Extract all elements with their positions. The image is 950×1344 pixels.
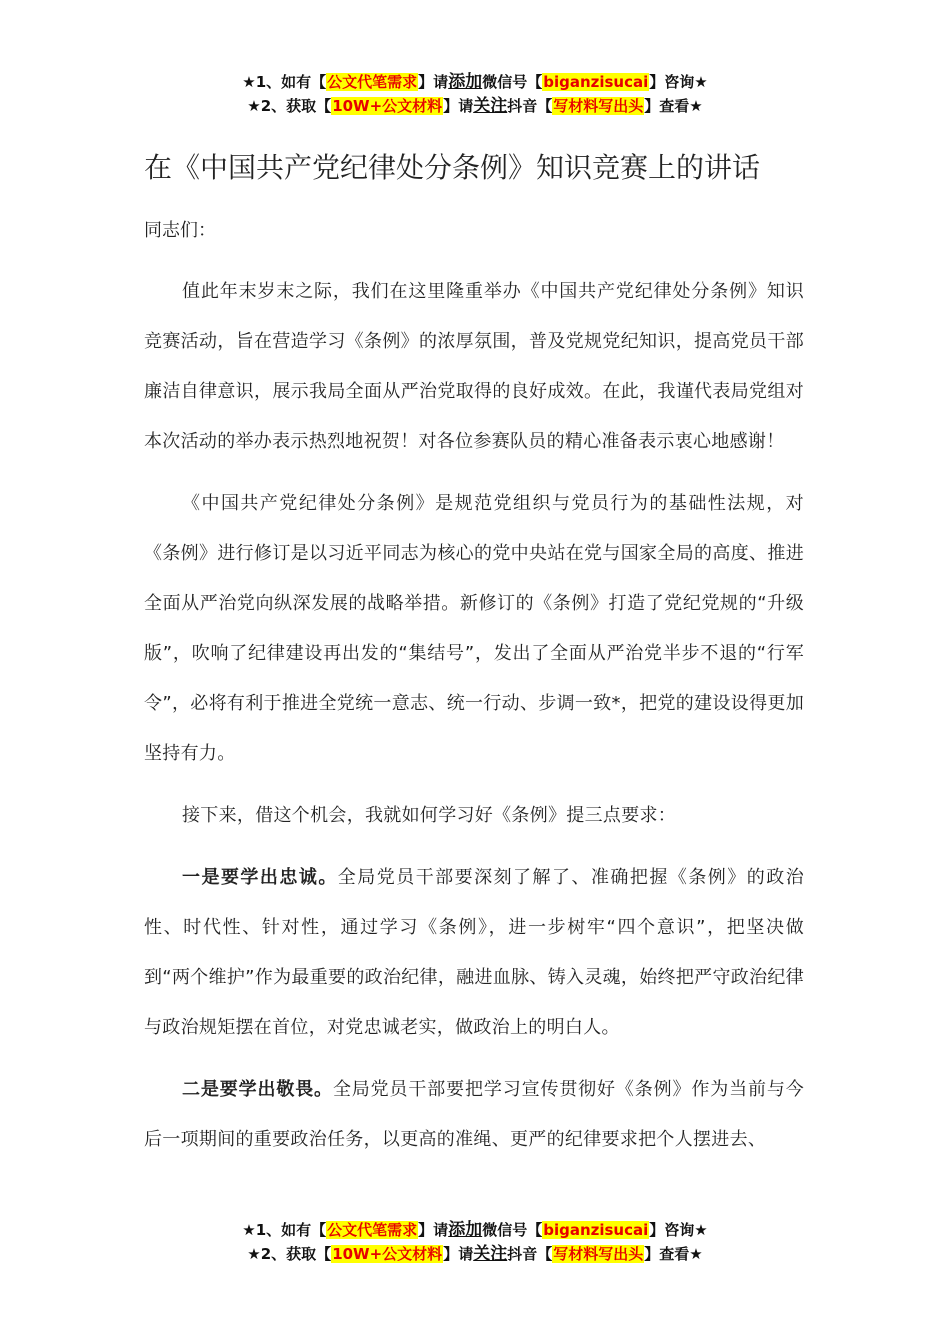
paragraph-text: 《中国共产党纪律处分条例》是规范党组织与党员行为的基础性法规，对《条例》进行修订是以习近平同志为核心的党中央站在党与国家全局的高度、推进全面从严治党向纵深发展的战略举措。新修订的《条例》打造了党纪党规的“升级版”，吹响了纪律建设再出发的“集结号”，发出了全面从严治党半步不退的“行军令”，必将有利于推进全党统一意志、统一行动、步调一致*，把党的建设设得更加坚持有力。 [144,493,804,764]
banner-text: 】查看★ [644,1245,703,1263]
banner-line-1 [0,70,950,94]
paragraph [144,853,804,1053]
paragraph [144,791,804,841]
banner-text: ★2、获取【 [247,97,332,115]
banner-emphasis: 添加 [448,1220,483,1240]
footer-banner [0,1218,950,1266]
banner-text: 】请 [443,97,474,115]
highlight-materials: 10W+公文材料 [332,1245,443,1263]
highlight-materials: 10W+公文材料 [332,97,443,115]
paragraph-lead: 一是要学出忠诚。 [182,867,338,888]
paragraph-text: 全局党员干部要把学习宣传贯彻好《条例》作为当前与今后一项期间的重要政治任务，以更高的准绳、更严的纪律要求把个人摆进去、 [144,1079,805,1150]
highlight-service: 公文代笔需求 [327,1221,418,1239]
banner-line-2 [0,1242,950,1266]
banner-emphasis: 关注 [473,96,508,116]
highlight-douyin: 写材料写出头 [553,97,644,115]
banner-text: 】查看★ [644,97,703,115]
highlight-wechat-id: biganzisucai [543,1221,649,1239]
highlight-service: 公文代笔需求 [327,73,418,91]
banner-text: 抖音【 [507,97,553,115]
banner-emphasis: 关注 [473,1244,508,1264]
paragraph-text: 值此年末岁末之际，我们在这里隆重举办《中国共产党纪律处分条例》知识竞赛活动，旨在营造学习《条例》的浓厚氛围，普及党规党纪知识，提高党员干部廉洁自律意识，展示我局全面从严治党取得的良好成效。在此，我谨代表局党组对本次活动的举办表示热烈地祝贺！对各位参赛队员的精心准备表示衷心地感谢！ [144,281,804,452]
banner-text: 】请 [443,1245,474,1263]
paragraph [144,479,804,779]
banner-emphasis: 添加 [448,72,483,92]
paragraph-text: 接下来，借这个机会，我就如何学习好《条例》提三点要求： [182,805,677,826]
banner-line-2 [0,94,950,118]
paragraph [144,267,804,467]
banner-text: 】请 [418,1221,449,1239]
header-banner [0,70,950,118]
banner-text: 】请 [418,73,449,91]
highlight-wechat-id: biganzisucai [543,73,649,91]
salutation: 同志们： [144,220,216,241]
banner-text: 】咨询★ [649,73,708,91]
banner-line-1 [0,1218,950,1242]
paragraph-lead: 二是要学出敬畏。 [182,1079,333,1100]
banner-text: 】咨询★ [649,1221,708,1239]
highlight-douyin: 写材料写出头 [553,1245,644,1263]
banner-text: 微信号【 [482,1221,543,1239]
banner-text: ★1、如有【 [242,73,327,91]
banner-text: 微信号【 [482,73,543,91]
paragraph-text: 全局党员干部要深刻了解了、准确把握《条例》的政治性、时代性、针对性，通过学习《条例》，进一步树牢“四个意识”，把坚决做到“两个维护”作为最重要的政治纪律，融进血脉、铸入灵魂，始终把严守政治纪律与政治规矩摆在首位，对党忠诚老实，做政治上的明白人。 [144,867,804,1038]
banner-text: 抖音【 [507,1245,553,1263]
document-title: 在《中国共产党纪律处分条例》知识竞赛上的讲话 [144,151,761,184]
paragraph [144,1065,804,1165]
document-body [144,267,804,1177]
banner-text: ★2、获取【 [247,1245,332,1263]
banner-text: ★1、如有【 [242,1221,327,1239]
